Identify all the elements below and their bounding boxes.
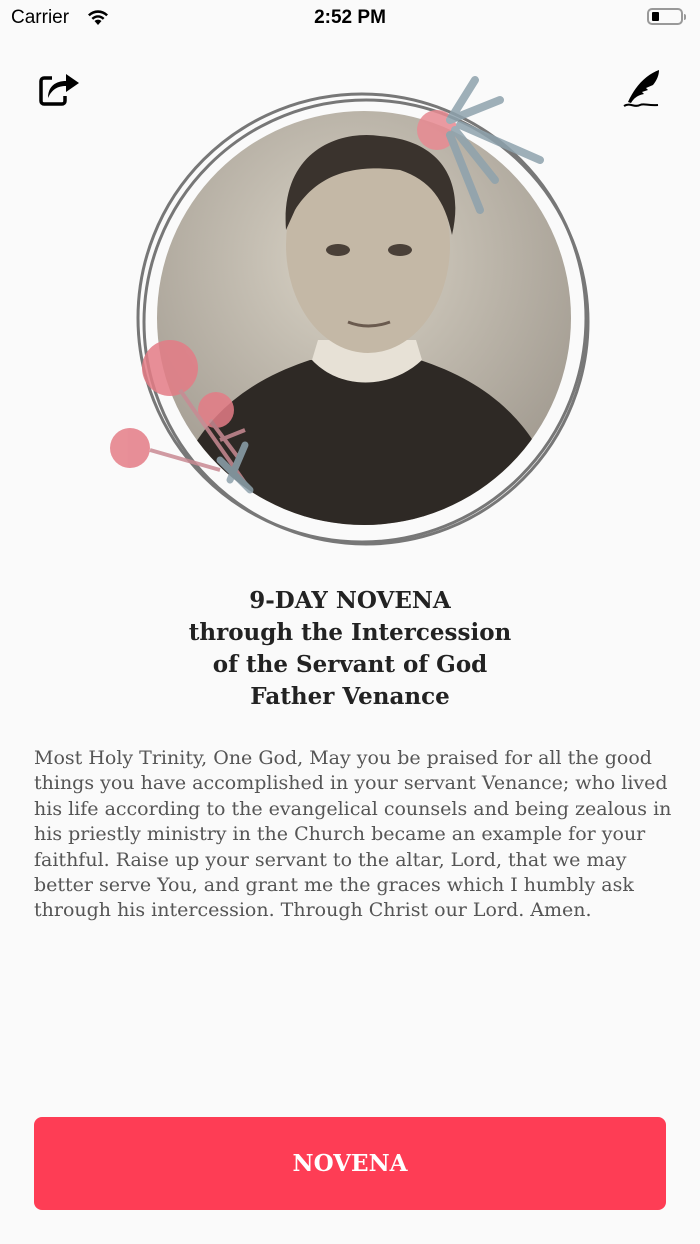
- title-line: of the Servant of God: [212, 651, 488, 678]
- portrait-image: [100, 60, 600, 560]
- title-line: through the Intercession: [188, 619, 512, 646]
- prayer-text: Most Holy Trinity, One God, May you be praised for all the good things you have accomplished in your servant Venance; who lived his life according to the evangelical counsels and being zealous in his priestly ministry in the Church became an example for your faithful. Raise up your servant to the altar, Lord, that we may better serve You, and grant me the graces which I humbly ask through his intercession. Through Christ our Lord. Amen.: [34, 747, 672, 922]
- battery-icon: [647, 8, 683, 25]
- carrier-label: Carrier: [11, 7, 70, 28]
- status-bar: [0, 0, 700, 40]
- clock: 2:52 PM: [314, 7, 386, 28]
- quill-icon[interactable]: [620, 68, 664, 110]
- share-icon[interactable]: [38, 68, 82, 108]
- novena-button[interactable]: NOVENA: [34, 1117, 666, 1210]
- page-title: [0, 585, 700, 713]
- title-line: Father Venance: [250, 683, 450, 710]
- title-line: 9-DAY NOVENA: [249, 587, 451, 614]
